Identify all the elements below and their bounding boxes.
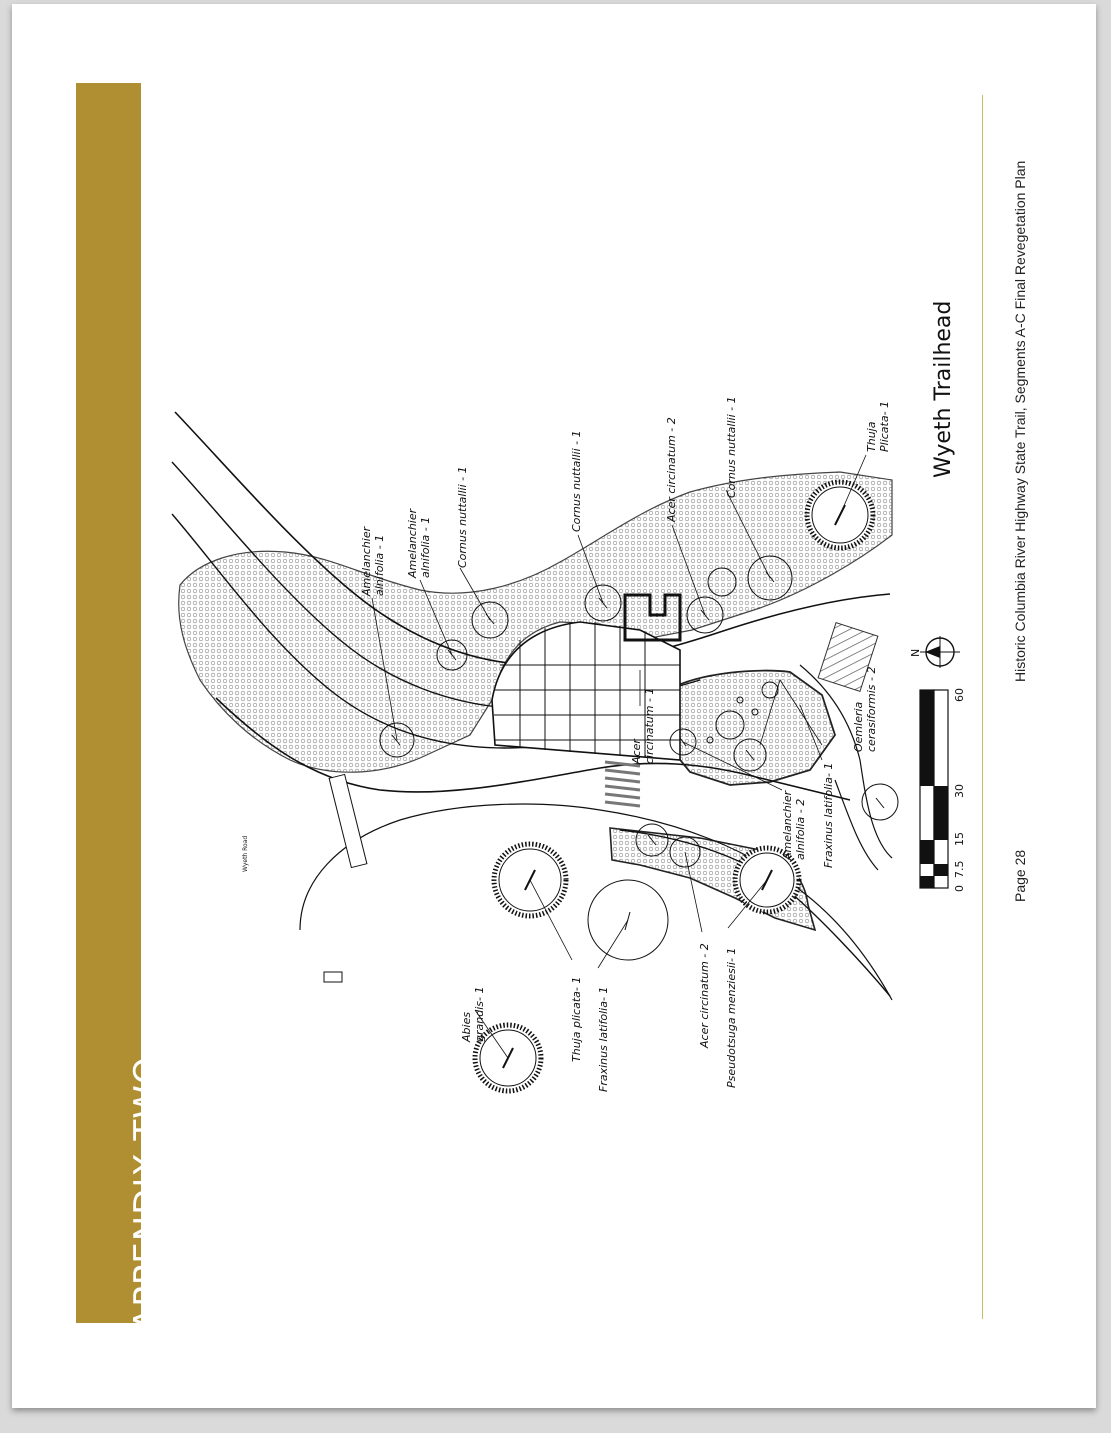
plan-title: Wyeth Trailhead (931, 300, 956, 478)
footer-page-number: Page 28 (1012, 849, 1028, 902)
appendix-title: APPENDIX TWO (127, 1056, 167, 1331)
north-label: N (909, 648, 922, 657)
label-cornus-1b: Cornus nuttallii - 1 (570, 430, 583, 532)
crosswalk (605, 762, 640, 806)
scale-tick-7-5: 7.5 (953, 860, 966, 878)
label-cornus-1c: Cornus nuttallii - 1 (725, 396, 738, 498)
road-label: Wyeth Road (242, 835, 249, 872)
label-acer-1: Acercircinatum - 1 (630, 687, 656, 764)
label-oemleria-2: Oemleriacerasiformis - 2 (852, 666, 878, 752)
planting-island (668, 671, 835, 785)
label-amelanchier-1b: Amelanchieralnifolia - 1 (406, 508, 432, 578)
label-pseudotsuga-1: Pseudotsuga menziesii- 1 (725, 947, 738, 1088)
label-acer-2a: Acer circinatum - 2 (665, 417, 678, 522)
footer-document-title: Historic Columbia River Highway State Trail, Segments A-C Final Revegetation Plan (1012, 160, 1028, 682)
scale-tick-0: 0 (953, 885, 966, 892)
scale-tick-60: 60 (953, 688, 966, 702)
label-fraxinus-1a: Fraxinus latifolia- 1 (822, 762, 835, 868)
label-thuja-1b: Thuja plicata- 1 (570, 976, 583, 1062)
label-abies-1: Abiesgrandis- 1 (460, 986, 486, 1042)
scale-tick-30: 30 (953, 784, 966, 798)
scale-tick-15: 15 (953, 832, 966, 846)
north-arrow (909, 636, 960, 668)
label-amelanchier-2: Amelanchieralnifolia - 2 (781, 790, 807, 860)
label-cornus-1a: Cornus nuttallii - 1 (456, 466, 469, 568)
label-amelanchier-1a: Amelanchieralnifolia - 1 (360, 526, 386, 596)
gate-bar (329, 774, 367, 867)
sign-post (324, 972, 342, 982)
label-acer-2b: Acer circinatum - 2 (698, 943, 711, 1048)
label-fraxinus-1b: Fraxinus latifolia- 1 (597, 986, 610, 1092)
scale-bar (920, 688, 966, 892)
label-thuja-1a: ThujaPlicata- 1 (865, 400, 891, 452)
